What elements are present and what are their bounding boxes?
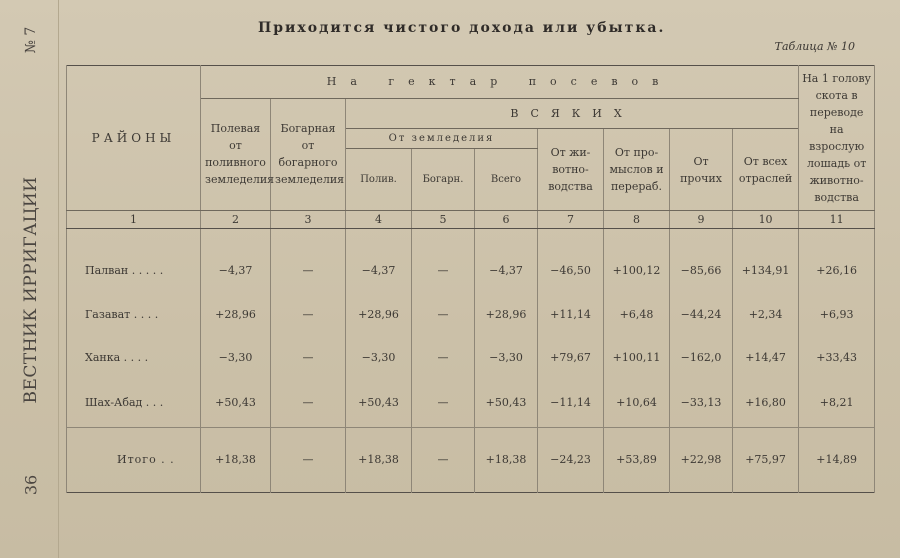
header-rainfed-field: Богарная от богарного земледелия xyxy=(271,98,346,211)
cell-value: +50,43 xyxy=(346,379,412,428)
cell-value: −4,37 xyxy=(346,248,412,293)
income-table xyxy=(66,65,875,493)
cell-value: — xyxy=(412,248,475,293)
cell-value: +2,34 xyxy=(733,293,799,336)
cell-value: +28,96 xyxy=(475,293,538,336)
issue-number: № 7 xyxy=(23,26,39,54)
column-number: 3 xyxy=(271,211,346,228)
header-regions: РАЙОНЫ xyxy=(67,66,201,211)
cell-value: −85,66 xyxy=(670,248,733,293)
cell-value: +6,93 xyxy=(799,293,875,336)
header-crafts: От про- мыслов и перераб. xyxy=(604,129,670,211)
cell-value: — xyxy=(412,427,475,492)
cell-value: −4,37 xyxy=(201,248,271,293)
column-number: 6 xyxy=(475,211,538,228)
row-region: Итого . . xyxy=(67,427,201,492)
cell-value: +14,89 xyxy=(799,427,875,492)
cell-value: +75,97 xyxy=(733,427,799,492)
cell-value: — xyxy=(412,293,475,336)
header-livestock: От жи- вотно- водства xyxy=(538,129,604,211)
page-number: 36 xyxy=(21,474,41,496)
cell-value: — xyxy=(271,379,346,428)
cell-value: +6,48 xyxy=(604,293,670,336)
cell-value: −3,30 xyxy=(201,336,271,379)
header-rainfed: Богарн. xyxy=(412,149,475,211)
cell-value: −3,30 xyxy=(475,336,538,379)
cell-value: +8,21 xyxy=(799,379,875,428)
cell-value: −46,50 xyxy=(538,248,604,293)
column-number: 8 xyxy=(604,211,670,228)
journal-title: ВЕСТНИК ИРРИГАЦИИ xyxy=(21,176,41,404)
cell-value: −11,14 xyxy=(538,379,604,428)
cell-value: — xyxy=(271,293,346,336)
cell-value: +100,11 xyxy=(604,336,670,379)
cell-value: +11,14 xyxy=(538,293,604,336)
cell-value: +134,91 xyxy=(733,248,799,293)
table-number: Таблица № 10 xyxy=(774,40,855,53)
cell-value: +14,47 xyxy=(733,336,799,379)
cell-value: +10,64 xyxy=(604,379,670,428)
cell-value: — xyxy=(271,336,346,379)
cell-value: +53,89 xyxy=(604,427,670,492)
cell-value: +100,12 xyxy=(604,248,670,293)
column-number: 1 xyxy=(67,211,201,228)
row-region: Шах-Абад . . . xyxy=(67,379,201,428)
cell-value: +18,38 xyxy=(346,427,412,492)
cell-value: +18,38 xyxy=(201,427,271,492)
cell-value: +50,43 xyxy=(201,379,271,428)
header-per-hectare: На гектар посевов xyxy=(201,66,799,99)
cell-value: +33,43 xyxy=(799,336,875,379)
page-margin xyxy=(0,0,59,558)
column-number: 9 xyxy=(670,211,733,228)
cell-value: −44,24 xyxy=(670,293,733,336)
cell-value: +16,80 xyxy=(733,379,799,428)
table-row xyxy=(67,293,875,336)
column-number: 2 xyxy=(201,211,271,228)
cell-value: +28,96 xyxy=(346,293,412,336)
table-row-total xyxy=(67,427,875,492)
cell-value: −4,37 xyxy=(475,248,538,293)
column-number: 11 xyxy=(799,211,875,228)
cell-value: — xyxy=(271,427,346,492)
cell-value: — xyxy=(271,248,346,293)
header-irrigated-field: Полевая от поливного земледелия xyxy=(201,98,271,211)
cell-value: +18,38 xyxy=(475,427,538,492)
row-region: Ханка . . . . xyxy=(67,336,201,379)
cell-value: −3,30 xyxy=(346,336,412,379)
cell-value: +79,67 xyxy=(538,336,604,379)
cell-value: −162,0 xyxy=(670,336,733,379)
cell-value: +22,98 xyxy=(670,427,733,492)
cell-value: +28,96 xyxy=(201,293,271,336)
row-region: Газават . . . . xyxy=(67,293,201,336)
table-row xyxy=(67,336,875,379)
header-total: Всего xyxy=(475,149,538,211)
table-title: Приходится чистого дохода или убытка. xyxy=(258,20,666,36)
header-all: ВСЯКИХ xyxy=(346,98,799,129)
cell-value: −33,13 xyxy=(670,379,733,428)
table-row xyxy=(67,379,875,428)
header-irrigated: Полив. xyxy=(346,149,412,211)
cell-value: +26,16 xyxy=(799,248,875,293)
header-per-head: На 1 голову скота в переводе на взрослую лошадь от животно- водства xyxy=(799,66,875,211)
column-number: 4 xyxy=(346,211,412,228)
column-number: 5 xyxy=(412,211,475,228)
cell-value: −24,23 xyxy=(538,427,604,492)
cell-value: — xyxy=(412,379,475,428)
row-region: Палван . . . . . xyxy=(67,248,201,293)
column-number: 7 xyxy=(538,211,604,228)
table-row xyxy=(67,248,875,293)
header-all-branches: От всех отраслей xyxy=(733,129,799,211)
cell-value: +50,43 xyxy=(475,379,538,428)
cell-value: — xyxy=(412,336,475,379)
header-from-agriculture: От земледелия xyxy=(346,129,538,149)
column-number: 10 xyxy=(733,211,799,228)
header-other: От прочих xyxy=(670,129,733,211)
